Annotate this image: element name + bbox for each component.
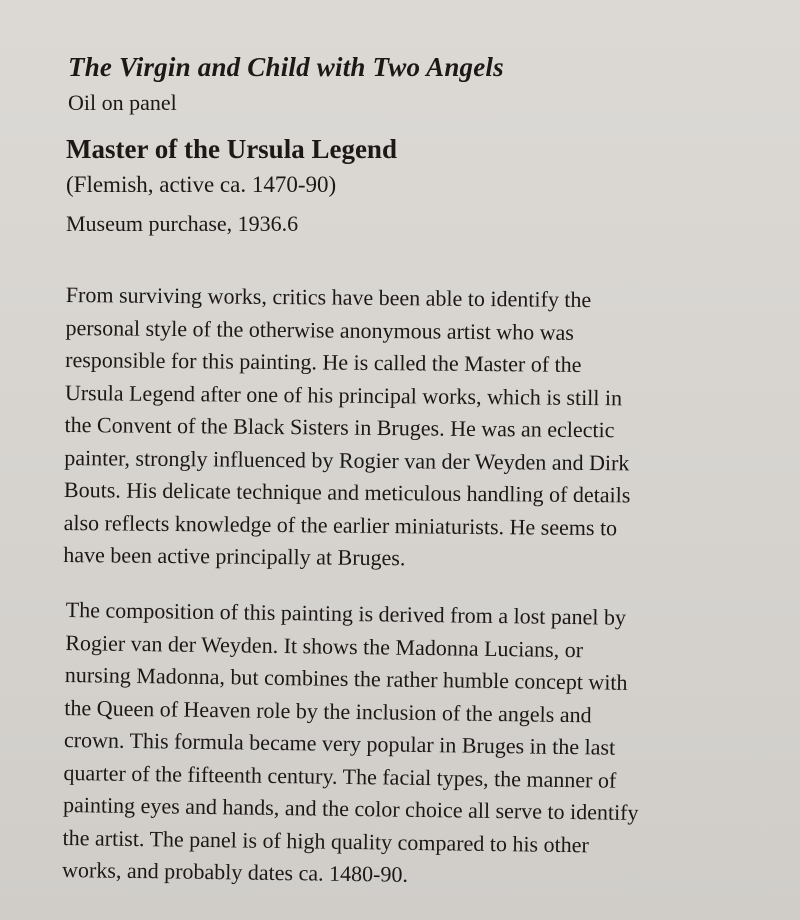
- text-line: painter, strongly influenced by Rogier van der Weyden and Dirk: [64, 444, 630, 475]
- text-line: the Convent of the Black Sisters in Bruges. He was an eclectic: [64, 411, 615, 443]
- text-line: painting eyes and hands, and the color choice all serve to identify: [62, 791, 639, 826]
- text-line: responsible for this painting. He is called the Master of the: [65, 346, 582, 377]
- text-line: personal style of the otherwise anonymous artist who was: [65, 314, 574, 345]
- text-line: From surviving works, critics have been able to identify the: [65, 281, 592, 313]
- text-line: Bouts. His delicate technique and meticulous handling of details: [63, 476, 631, 508]
- description-paragraph-2: [62, 594, 766, 896]
- credit-line: Museum purchase, 1936.6: [66, 211, 299, 236]
- text-line: the artist. The panel is of high quality compared to his other: [62, 824, 589, 857]
- text-line: also reflects knowledge of the earlier miniaturists. He seems to: [63, 509, 618, 540]
- text-line: nursing Madonna, but combines the rather humble concept with: [64, 661, 628, 695]
- text-line: works, and probably dates ca. 1480-90.: [61, 856, 409, 887]
- artist-name: Master of the Ursula Legend: [66, 134, 397, 164]
- artwork-medium: Oil on panel: [68, 90, 177, 115]
- text-line: quarter of the fifteenth century. The facial types, the manner of: [63, 759, 617, 793]
- artist-nationality: (Flemish, active ca. 1470-90): [66, 172, 337, 197]
- artwork-title: The Virgin and Child with Two Angels: [68, 52, 504, 82]
- text-line: the Queen of Heaven role by the inclusion of the angels and: [64, 694, 592, 727]
- text-line: Ursula Legend after one of his principal works, which is still in: [64, 379, 623, 410]
- text-line: have been active principally at Bruges.: [63, 541, 406, 571]
- text-line: The composition of this painting is derived from a lost panel by: [65, 596, 627, 630]
- text-line: Rogier van der Weyden. It shows the Madonna Lucians, or: [65, 629, 584, 662]
- description-paragraph-1: [63, 279, 766, 578]
- text-line: crown. This formula became very popular in Bruges in the last: [63, 726, 616, 760]
